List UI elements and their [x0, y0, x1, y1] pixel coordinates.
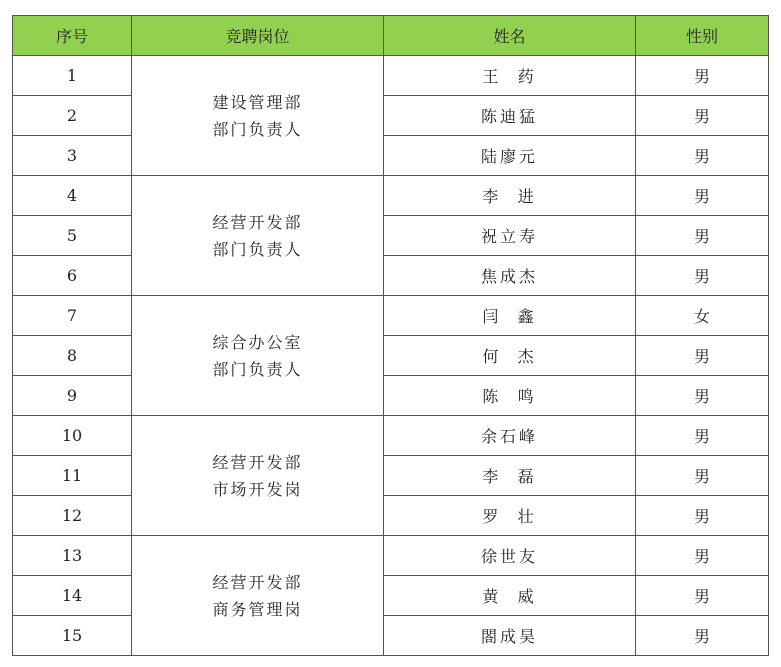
row-number: 7 — [13, 296, 132, 336]
position-line: 经营开发部 — [212, 452, 303, 472]
candidate-name: 王 药 — [384, 56, 636, 96]
candidate-gender: 男 — [636, 56, 769, 96]
position-line: 经营开发部 — [212, 572, 303, 592]
candidate-name: 閤成昊 — [384, 616, 636, 656]
header-position: 竞聘岗位 — [132, 16, 384, 56]
candidate-name: 李 进 — [384, 176, 636, 216]
table-row — [13, 296, 769, 336]
position-cell — [132, 416, 384, 536]
candidate-name: 闫 鑫 — [384, 296, 636, 336]
table-row — [13, 536, 769, 576]
position-cell — [132, 56, 384, 176]
header-row — [13, 16, 769, 56]
table-row — [13, 136, 769, 176]
candidate-gender: 男 — [636, 216, 769, 256]
table-row — [13, 56, 769, 96]
candidate-name: 罗 壮 — [384, 496, 636, 536]
table-row — [13, 256, 769, 296]
candidate-gender: 男 — [636, 136, 769, 176]
position-line: 商务管理岗 — [212, 599, 303, 619]
position-cell — [132, 536, 384, 656]
candidate-name: 李 磊 — [384, 456, 636, 496]
candidate-gender: 男 — [636, 336, 769, 376]
candidate-name: 陈 鸣 — [384, 376, 636, 416]
candidate-gender: 男 — [636, 576, 769, 616]
table-row — [13, 616, 769, 656]
candidate-name: 陈迪猛 — [384, 96, 636, 136]
row-number: 5 — [13, 216, 132, 256]
table-row — [13, 496, 769, 536]
row-number: 8 — [13, 336, 132, 376]
position-line: 经营开发部 — [212, 212, 303, 232]
row-number: 14 — [13, 576, 132, 616]
table-row — [13, 216, 769, 256]
position-line: 建设管理部 — [212, 92, 303, 112]
row-number: 2 — [13, 96, 132, 136]
header-number: 序号 — [13, 16, 132, 56]
table-row — [13, 96, 769, 136]
candidate-gender: 男 — [636, 256, 769, 296]
position-cell — [132, 176, 384, 296]
position-line: 部门负责人 — [212, 239, 303, 259]
row-number: 3 — [13, 136, 132, 176]
row-number: 4 — [13, 176, 132, 216]
candidate-gender: 男 — [636, 376, 769, 416]
table-row — [13, 456, 769, 496]
candidate-gender: 男 — [636, 536, 769, 576]
position-line: 部门负责人 — [212, 359, 303, 379]
candidate-gender: 男 — [636, 456, 769, 496]
table-row — [13, 376, 769, 416]
position-line: 市场开发岗 — [212, 479, 303, 499]
candidate-name: 陆廖元 — [384, 136, 636, 176]
table-row — [13, 416, 769, 456]
candidate-name: 余石峰 — [384, 416, 636, 456]
header-gender: 性别 — [636, 16, 769, 56]
candidate-gender: 男 — [636, 176, 769, 216]
candidate-gender: 男 — [636, 96, 769, 136]
row-number: 11 — [13, 456, 132, 496]
candidate-gender: 男 — [636, 616, 769, 656]
position-cell — [132, 296, 384, 416]
candidate-name: 祝立寿 — [384, 216, 636, 256]
row-number: 13 — [13, 536, 132, 576]
table-row — [13, 576, 769, 616]
candidate-gender: 女 — [636, 296, 769, 336]
candidate-gender: 男 — [636, 416, 769, 456]
row-number: 1 — [13, 56, 132, 96]
candidate-name: 徐世友 — [384, 536, 636, 576]
table-row — [13, 336, 769, 376]
position-line: 部门负责人 — [212, 119, 303, 139]
header-name: 姓名 — [384, 16, 636, 56]
row-number: 6 — [13, 256, 132, 296]
row-number: 9 — [13, 376, 132, 416]
position-line: 综合办公室 — [212, 332, 303, 352]
candidate-gender: 男 — [636, 496, 769, 536]
candidate-name: 何 杰 — [384, 336, 636, 376]
candidate-table — [12, 15, 769, 656]
row-number: 10 — [13, 416, 132, 456]
candidate-name: 焦成杰 — [384, 256, 636, 296]
candidate-name: 黄 威 — [384, 576, 636, 616]
row-number: 12 — [13, 496, 132, 536]
table-row — [13, 176, 769, 216]
row-number: 15 — [13, 616, 132, 656]
